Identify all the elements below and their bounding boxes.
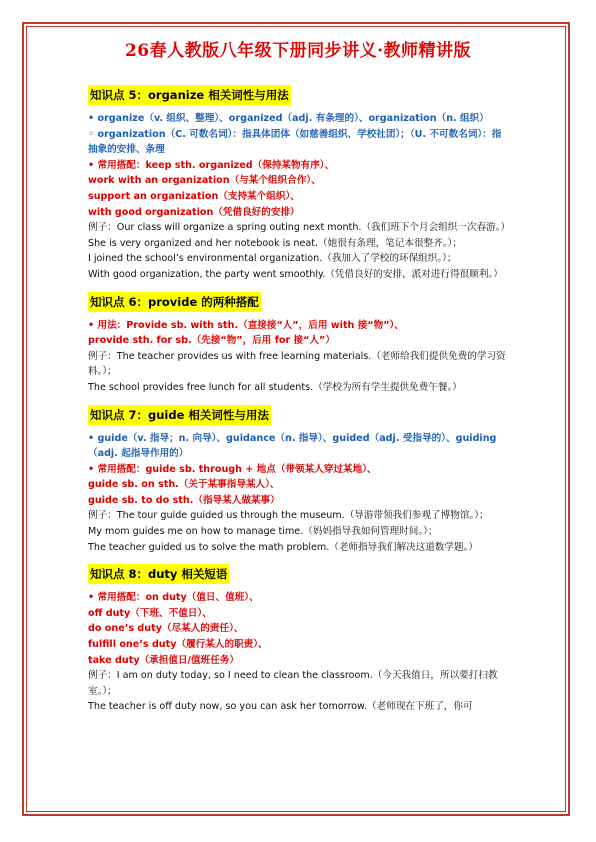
example-text: She is very organized and her notebook is neat.（她很有条理，笔记本很整齐。）； bbox=[88, 237, 462, 249]
usage-line: • 常用搭配：on duty（值日、值班）、 bbox=[88, 592, 259, 604]
example-text: I joined the school’s environmental organization.（我加入了学校的环保组织。）； bbox=[88, 253, 457, 265]
section-gap bbox=[88, 283, 508, 291]
knowledge-section bbox=[88, 291, 508, 404]
usage-line: ◦ organization（C. 可数名词）：指具体团体（如慈善组织、学校社团）；（U. 不可数名词）：指抽象的安排、条理 bbox=[88, 128, 502, 156]
sections-container bbox=[88, 84, 511, 715]
usage-line: guide sb. on sth.（关于某事指导某人）、 bbox=[88, 479, 280, 491]
example-text: 例子：The tour guide guided us through the museum.（导游带领我们参观了博物馆。）； bbox=[88, 510, 489, 522]
usage-line: provide sth. for sb.（先接“物”，后用 for 接“人”） bbox=[88, 335, 335, 347]
usage-line: support an organization（支持某个组织）、 bbox=[88, 190, 300, 202]
usage-line: take duty（承担值日/值班任务） bbox=[88, 654, 240, 666]
usage-line: fulfill one’s duty（履行某人的职责）、 bbox=[88, 639, 268, 651]
example-text: The teacher is off duty now, so you can ask her tomorrow.（老师现在下班了，你可 bbox=[88, 701, 473, 713]
section-heading: 知识点 6：provide 的两种搭配 bbox=[88, 292, 261, 312]
usage-line: work with an organization（与某个组织合作）、 bbox=[88, 175, 321, 187]
section-heading: 知识点 5：organize 相关词性与用法 bbox=[88, 85, 291, 105]
usage-line: • organize（v. 组织、整理）、organized（adj. 有条理的）、organization（n. 组织） bbox=[88, 113, 489, 124]
usage-line: guide sb. to do sth.（指导某人做某事） bbox=[88, 494, 280, 506]
example-text: 例子：Our class will organize a spring outing next month.（我们班下个月会组织一次春游。） bbox=[88, 222, 511, 234]
example-text: The teacher guided us to solve the math problem.（老师指导我们解决这道数学题。） bbox=[88, 541, 478, 553]
page-title: 26春人教版八年级下册同步讲义·教师精讲版 bbox=[124, 41, 472, 61]
section-gap bbox=[88, 555, 508, 563]
usage-line: • 用法：Provide sb. with sth.（直接接“人”，后用 with 接“物”）、 bbox=[88, 319, 404, 331]
example-text: The school provides free lunch for all students.（学校为所有学生提供免费午餐。） bbox=[88, 381, 462, 393]
usage-line: • 常用搭配：keep sth. organized（保持某物有序）、 bbox=[88, 159, 335, 171]
section-heading: 知识点 7：guide 相关词性与用法 bbox=[88, 405, 271, 425]
usage-line: off duty（下班、不值日）、 bbox=[88, 607, 212, 619]
knowledge-section bbox=[88, 404, 508, 564]
knowledge-section bbox=[88, 84, 511, 291]
usage-line: • 常用搭配：guide sb. through + 地点（带领某人穿过某地）、 bbox=[88, 463, 377, 475]
document-content bbox=[88, 38, 511, 715]
example-text: 例子：The teacher provides us with free learning materials.（老师给我们提供免费的学习资料。）； bbox=[88, 350, 506, 378]
example-text: My mom guides me on how to manage time.（妈妈指导我如何管理时间。）； bbox=[88, 526, 438, 538]
example-text: With good organization, the party went smoothly.（凭借良好的安排，派对进行得很顺利。） bbox=[88, 268, 503, 280]
usage-line: with good organization（凭借良好的安排） bbox=[88, 206, 300, 218]
section-gap bbox=[88, 396, 508, 404]
knowledge-section bbox=[88, 563, 508, 715]
usage-line: do one’s duty（尽某人的责任）、 bbox=[88, 623, 244, 635]
section-heading: 知识点 8：duty 相关短语 bbox=[88, 564, 229, 584]
usage-line: • guide（v. 指导；n. 向导）、guidance（n. 指导）、guided（adj. 受指导的）、guiding（adj. 起指导作用的） bbox=[88, 432, 497, 460]
example-text: 例子：I am on duty today, so I need to clean the classroom.（今天我值日，所以要打扫教室。）； bbox=[88, 670, 498, 697]
